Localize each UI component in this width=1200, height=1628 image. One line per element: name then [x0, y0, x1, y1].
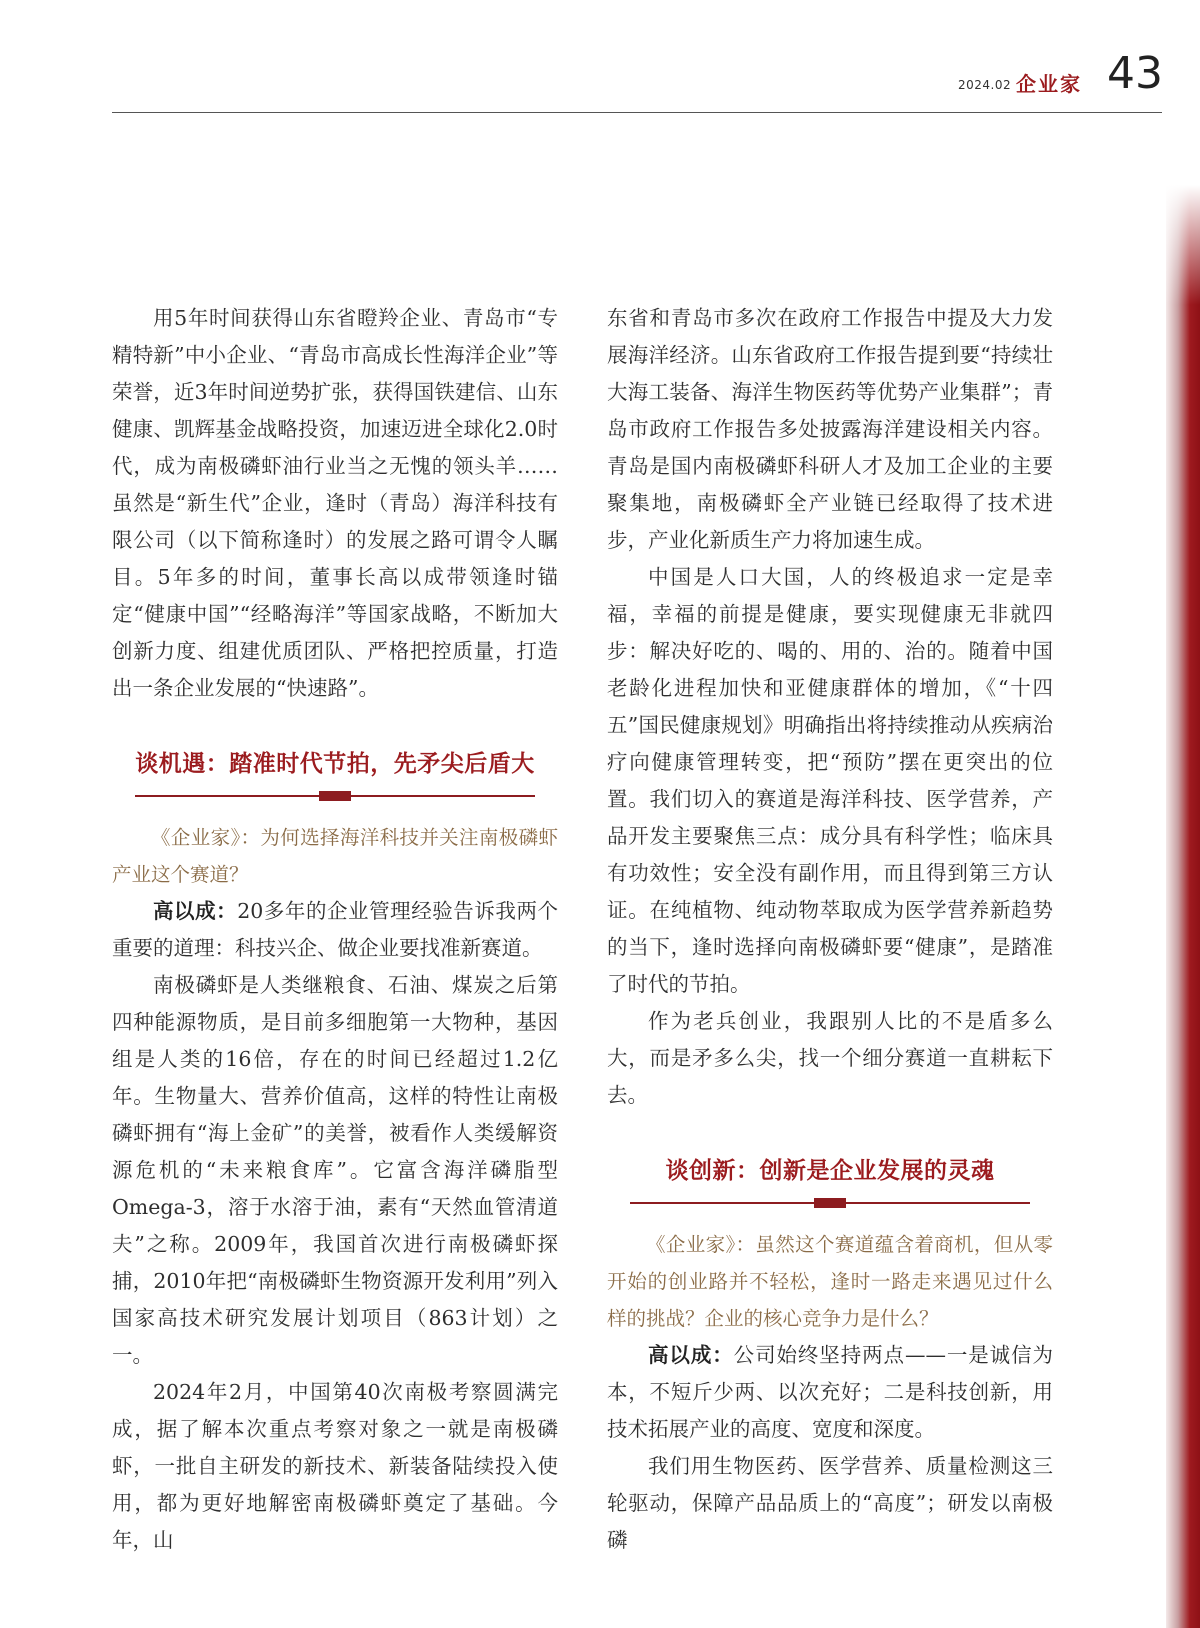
- answer-paragraph: [112, 893, 558, 967]
- page-header: [0, 0, 1200, 115]
- issue-date: 2024.02: [958, 78, 1012, 92]
- section-heading-opportunity: [112, 747, 558, 797]
- body-paragraph: 南极磷虾是人类继粮食、石油、煤炭之后第四种能源物质，是目前多细胞第一大物种，基因组是人类的16倍，存在的时间已经超过1.2亿年。生物量大、营养价值高，这样的特性让南极磷虾拥有“海上金矿”的美誉，被看作人类缓解资源危机的“未来粮食库”。它富含海洋磷脂型Omega-3，溶于水溶于油，素有“天然血管清道夫”之称。2009年，我国首次进行南极磷虾探捕，2010年把“南极磷虾生物资源开发利用”列入国家高技术研究发展计划项目（863计划）之一。: [112, 973, 558, 1367]
- question-paragraph: 《企业家》：虽然这个赛道蕴含着商机，但从零开始的创业路并不轻松，逢时一路走来遇见过什么样的挑战？企业的核心竞争力是什么？: [607, 1233, 1053, 1330]
- side-decoration-fade: [1166, 185, 1200, 305]
- left-column: [112, 300, 558, 1559]
- page-number: 43: [1107, 48, 1163, 99]
- body-paragraph: 中国是人口大国，人的终极追求一定是幸福，幸福的前提是健康，要实现健康无非就四步：解决好吃的、喝的、用的、治的。随着中国老龄化进程加快和亚健康群体的增加，《“十四五”国民健康规划》明确指出将持续推动从疾病治疗向健康管理转变，把“预防”摆在更突出的位置。我们切入的赛道是海洋科技、医学营养，产品开发主要聚焦三点：成分具有科学性；临床具有功效性；安全没有副作用，而且得到第三方认证。在纯植物、纯动物萃取成为医学营养新趋势的当下，逢时选择向南极磷虾要“健康”，是踏准了时代的节拍。: [607, 565, 1053, 996]
- side-decoration-bar: [1166, 185, 1200, 1628]
- body-paragraph: 作为老兵创业，我跟别人比的不是盾多么大，而是矛多么尖，找一个细分赛道一直耕耘下去。: [607, 1009, 1053, 1107]
- header-divider: [112, 112, 1162, 113]
- section-rule: [135, 795, 535, 797]
- answer-text: 20多年的企业管理经验告诉我两个重要的道理：科技兴企、做企业要找准新赛道。: [112, 899, 558, 960]
- section-title: 谈创新：创新是企业发展的灵魂: [665, 1158, 995, 1184]
- answer-text: 公司始终坚持两点——一是诚信为本，不短斤少两、以次充好；二是科技创新，用技术拓展产业的高度、宽度和深度。: [607, 1343, 1054, 1441]
- body-paragraph: 2024年2月，中国第40次南极考察圆满完成，据了解本次重点考察对象之一就是南极磷虾，一批自主研发的新技术、新装备陆续投入使用，都为更好地解密南极磷虾奠定了基础。今年，山: [112, 1380, 558, 1552]
- body-paragraph-continued: 东省和青岛市多次在政府工作报告中提及大力发展海洋经济。山东省政府工作报告提到要“持续壮大海工装备、海洋生物医药等优势产业集群”；青岛市政府工作报告多处披露海洋建设相关内容。青岛是国内南极磷虾科研人才及加工企业的主要聚集地，南极磷虾全产业链已经取得了技术进步，产业化新质生产力将加速生成。: [607, 306, 1053, 552]
- body-paragraph: 我们用生物医药、医学营养、质量检测这三轮驱动，保障产品品质上的“高度”；研发以南极磷: [607, 1454, 1053, 1552]
- section-title: 谈机遇：踏准时代节拍，先矛尖后盾大: [135, 751, 535, 777]
- section-heading-innovation: [607, 1154, 1053, 1204]
- intro-paragraph: 用5年时间获得山东省瞪羚企业、青岛市“专精特新”中小企业、“青岛市高成长性海洋企业”等荣誉，近3年时间逆势扩张，获得国铁建信、山东健康、凯辉基金战略投资，加速迈进全球化2.0时代，成为南极磷虾油行业当之无愧的领头羊……虽然是“新生代”企业，逢时（青岛）海洋科技有限公司（以下简称逢时）的发展之路可谓令人瞩目。5年多的时间，董事长高以成带领逢时锚定“健康中国”“经略海洋”等国家战略，不断加大创新力度、组建优质团队、严格把控质量，打造出一条企业发展的“快速路”。: [112, 306, 558, 700]
- right-column: [607, 300, 1053, 1559]
- speaker-name: 高以成：: [153, 899, 238, 923]
- magazine-name: 企业家: [1016, 72, 1082, 96]
- section-rule-knot: [814, 1198, 846, 1208]
- question-paragraph: 《企业家》：为何选择海洋科技并关注南极磷虾产业这个赛道？: [112, 826, 558, 886]
- speaker-name: 高以成：: [648, 1343, 734, 1367]
- answer-paragraph: [607, 1337, 1053, 1448]
- section-rule: [630, 1202, 1030, 1204]
- section-rule-knot: [319, 791, 351, 801]
